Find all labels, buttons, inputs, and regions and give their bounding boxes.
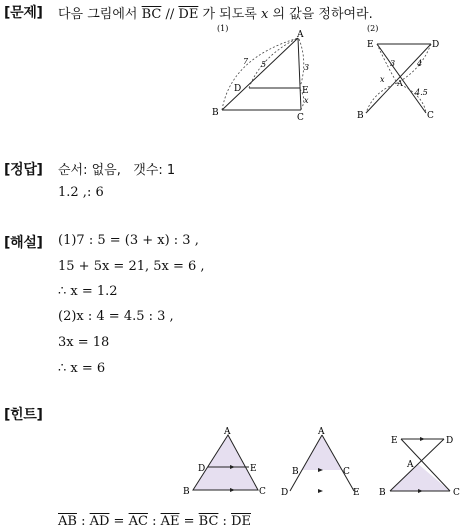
hint-c-point-d: D — [446, 436, 454, 446]
hint-b-point-b: B — [292, 467, 299, 477]
fig2-len-4: 4 — [417, 59, 423, 68]
solution-line-4: (2)x : 4 = 4.5 : 3 , — [58, 309, 174, 324]
seg-ac: $\overline{AC}$ — [128, 514, 148, 529]
hint-c-point-b: B — [379, 488, 386, 498]
fig1-point-b: B — [212, 108, 219, 118]
equals-2: = — [179, 514, 199, 529]
hint-a-point-b: B — [183, 487, 190, 497]
equals-1: = — [109, 514, 129, 529]
solution-tag: [해설] — [4, 235, 43, 251]
fig2-point-d: D — [432, 40, 440, 50]
solution-line-3: ∴ x = 1.2 — [58, 284, 118, 299]
answer-tag: [정답] — [4, 162, 43, 178]
problem-text-before: 다음 그림에서 — [58, 7, 142, 22]
colon-1: : — [76, 514, 90, 529]
hint-figure-a — [180, 427, 270, 502]
hint-b-point-c: C — [343, 467, 350, 477]
hint-a-point-d: D — [198, 464, 206, 474]
parallel-sign: // — [161, 7, 179, 22]
problem-statement — [58, 3, 373, 22]
fig2-len-3: 3 — [390, 59, 396, 68]
answer-line-1: 순서: 없음, 갯수: 1 — [58, 163, 176, 178]
fig2-point-b: B — [357, 111, 364, 121]
segment-bc: $\overline{BC}$ — [141, 7, 162, 22]
seg-bc: $\overline{BC}$ — [198, 514, 219, 529]
fig2-len-x: x — [380, 75, 385, 84]
fig2-point-c: C — [427, 111, 434, 121]
hint-ratio-formula — [58, 514, 251, 529]
problem-text-mid: 가 되도록 — [198, 7, 261, 22]
hint-b-point-a: A — [318, 427, 325, 437]
fig1-len-3: 3 — [304, 63, 310, 72]
solution-line-5: 3x = 18 — [58, 335, 110, 350]
fig2-len-45: 4.5 — [415, 88, 428, 97]
seg-ab: $\overline{AB}$ — [58, 514, 77, 529]
seg-ae: $\overline{AE}$ — [160, 514, 180, 529]
solution-line-1: (1)7 : 5 = (3 + x) : 3 , — [58, 233, 199, 248]
figure-1 — [205, 22, 315, 132]
fig1-len-x: x — [304, 96, 309, 105]
hint-b-point-e: E — [353, 488, 360, 498]
fig1-point-e: E — [302, 86, 309, 96]
hint-a-point-e: E — [250, 464, 257, 474]
figure-2 — [355, 22, 455, 132]
colon-3: : — [218, 514, 232, 529]
hint-a-point-c: C — [259, 487, 266, 497]
fig2-point-a: A — [397, 79, 403, 88]
fig2-label: (2) — [367, 24, 379, 33]
problem-text-after: 의 값을 정하여라. — [268, 7, 373, 22]
hint-figure-c — [378, 427, 464, 502]
fig1-label: (1) — [217, 24, 229, 33]
solution-line-6: ∴ x = 6 — [58, 361, 106, 376]
hint-a-point-a: A — [224, 427, 231, 437]
hint-c-point-e: E — [391, 436, 398, 446]
solution-line-2: 15 + 5x = 21, 5x = 6 , — [58, 259, 205, 274]
fig1-len-5: 5 — [261, 60, 267, 69]
colon-2: : — [147, 514, 161, 529]
fig1-point-a: A — [297, 30, 304, 40]
fig1-len-7: 7 — [243, 57, 249, 66]
segment-de: $\overline{DE}$ — [178, 7, 199, 22]
hint-c-point-c: C — [453, 488, 460, 498]
fig2-point-e: E — [367, 40, 374, 50]
hint-tag: [힌트] — [4, 407, 43, 423]
fig1-point-d: D — [234, 84, 242, 94]
hint-b-point-d: D — [281, 488, 289, 498]
problem-tag: [문제] — [4, 5, 43, 21]
seg-ad: $\overline{AD}$ — [89, 514, 110, 529]
fig1-point-c: C — [297, 113, 304, 123]
hint-c-point-a: A — [407, 460, 414, 470]
seg-de: $\overline{DE}$ — [231, 514, 251, 529]
hint-figure-b — [280, 427, 370, 502]
answer-line-2: 1.2 ,: 6 — [58, 185, 104, 200]
variable-x: x — [260, 7, 269, 22]
